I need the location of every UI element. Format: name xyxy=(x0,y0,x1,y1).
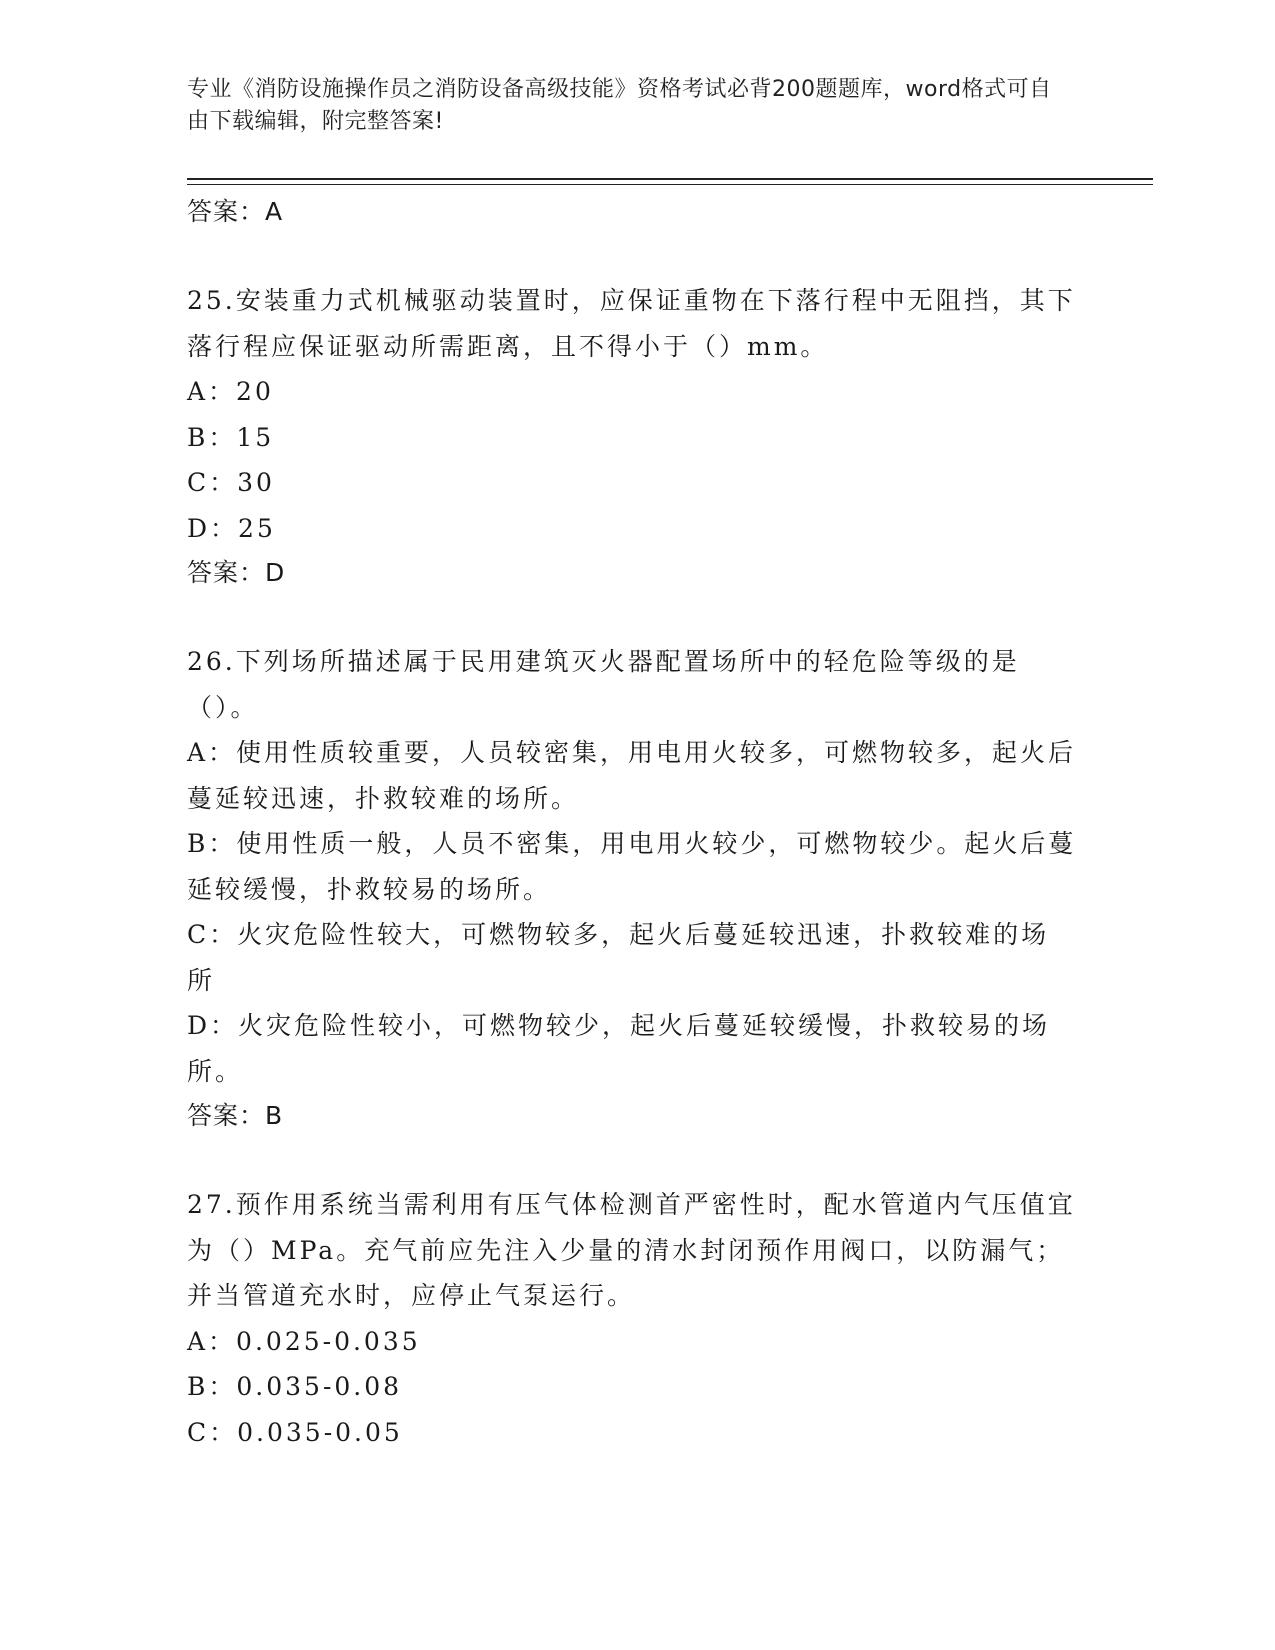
option-b: B：使用性质一般，人员不密集，用电用火较少，可燃物较少。起火后蔓延较缓慢，扑救较易的场所。 xyxy=(187,829,1077,904)
question-list xyxy=(187,190,1077,1455)
option-a: A：0.025-0.035 xyxy=(187,1326,421,1356)
question-stem: 26.下列场所描述属于民用建筑灭火器配置场所中的轻危险等级的是（）。 xyxy=(187,647,1020,722)
option-c: C：火灾危险性较大，可燃物较多，起火后蔓延较迅速，扑救较难的场所 xyxy=(187,920,1050,995)
option-b: B：15 xyxy=(187,422,275,452)
spacer xyxy=(187,1138,1077,1182)
answer-line: 答案：D xyxy=(187,558,286,587)
option-d: D：火灾危险性较小，可燃物较少，起火后蔓延较缓慢，扑救较易的场所。 xyxy=(187,1011,1051,1086)
header-rule-thick xyxy=(187,178,1153,180)
question-stem: 27.预作用系统当需利用有压气体检测首严密性时，配水管道内气压值宜为（）MPa。充气前应先注入少量的清水封闭预作用阀口，以防漏气；并当管道充水时，应停止气泵运行。 xyxy=(187,1190,1076,1310)
question-25 xyxy=(187,278,1077,595)
answer-line: 答案：A xyxy=(187,197,284,226)
spacer xyxy=(187,234,1077,278)
header-rule-thin xyxy=(187,184,1153,185)
question-stem: 25.安装重力式机械驱动装置时，应保证重物在下落行程中无阻挡，其下落行程应保证驱动所需距离，且不得小于（）mm。 xyxy=(187,286,1076,361)
option-a: A：使用性质较重要，人员较密集，用电用火较多，可燃物较多，起火后蔓延较迅速，扑救较难的场所。 xyxy=(187,738,1077,813)
document-header: 专业《消防设施操作员之消防设备高级技能》资格考试必背200题题库，word格式可自由下载编辑，附完整答案! xyxy=(187,77,1052,134)
option-c: C：0.035-0.05 xyxy=(187,1417,403,1447)
question-27 xyxy=(187,1182,1077,1455)
option-a: A：20 xyxy=(187,377,274,406)
option-b: B：0.035-0.08 xyxy=(187,1372,403,1401)
answer-line: 答案：B xyxy=(187,1101,284,1130)
spacer xyxy=(187,595,1077,639)
option-c: C：30 xyxy=(187,468,275,497)
option-d: D：25 xyxy=(187,513,276,543)
question-26 xyxy=(187,639,1077,1138)
